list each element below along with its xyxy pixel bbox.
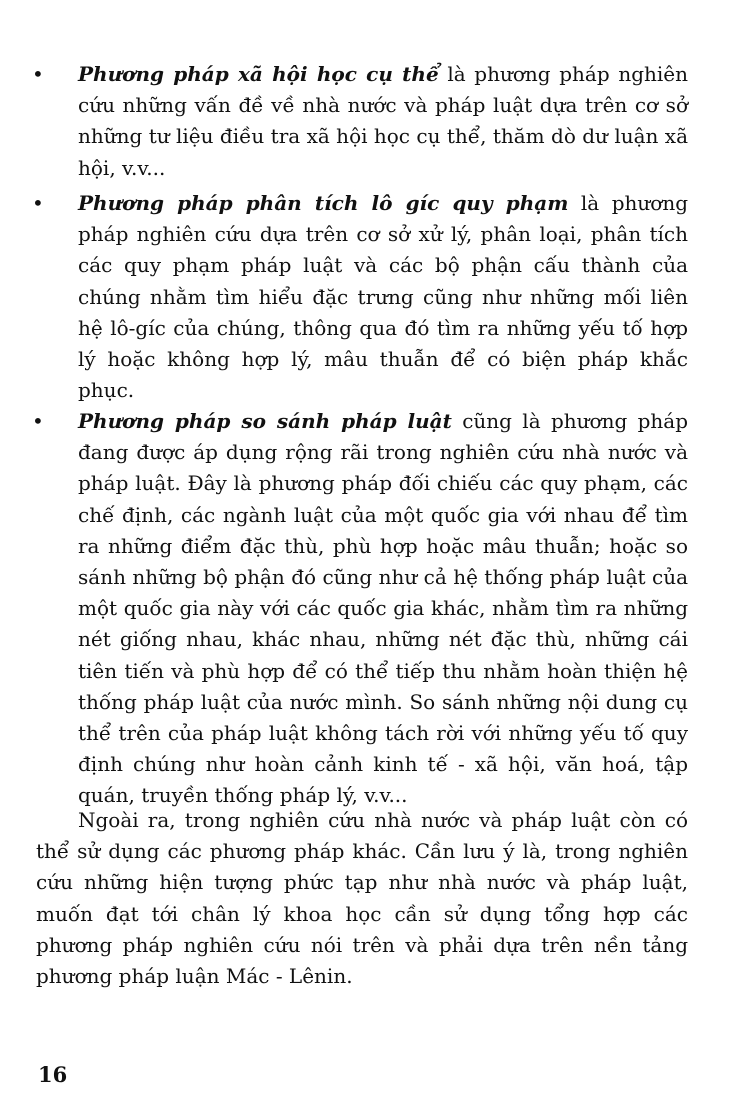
bullet-dot-icon: • [32,191,44,215]
page-number: 16 [38,1062,68,1087]
bullet-item-sociological-method [32,59,688,184]
bullet-dot-icon: • [32,409,44,433]
bullet-text: là phương pháp nghiên cứu những vấn đề về nhà nước và pháp luật dựa trên cơ sở những tư liệu điều tra xã hội học cụ thể, thăm dò dư luận xã hội, v.v... [78,62,688,180]
bullet-item-logic-norm-analysis-method [32,188,688,406]
closing-paragraph: Ngoài ra, trong nghiên cứu nhà nước và pháp luật còn có thể sử dụng các phương pháp khác. Cần lưu ý là, trong nghiên cứu những hiện tượng phức tạp như nhà nước và pháp luật, muốn đạt tới chân lý khoa học cần sử dụng tổng hợp các phương pháp nghiên cứu nói trên và phải dựa trên nền tảng phương pháp luận Mác - Lênin. [36,808,688,989]
bullet-term: Phương pháp xã hội học cụ thể [78,62,439,86]
bullet-term: Phương pháp so sánh pháp luật [78,409,452,433]
bullet-text: cũng là phương pháp đang được áp dụng rộng rãi trong nghiên cứu nhà nước và pháp luật. Đây là phương pháp đối chiếu các quy phạm, các chế định, các ngành luật của một quốc gia với nhau để tìm ra những điểm đặc thù, phù hợp hoặc mâu thuẫn; hoặc so sánh những bộ phận đó cũng như cả hệ thống pháp luật của một quốc gia này với các quốc gia khác, nhằm tìm ra những nét giống nhau, khác nhau, những nét đặc thù, những cái tiên tiến và phù hợp để có thể tiếp thu nhằm hoàn thiện hệ thống pháp luật của nước mình. So sánh những nội dung cụ thể trên của pháp luật không tách rời với những yếu tố quy định chúng như hoàn cảnh kinh tế - xã hội, văn hoá, tập quán, truyền thống pháp lý, v.v... [78,409,688,808]
bullet-text: là phương pháp nghiên cứu dựa trên cơ sở xử lý, phân loại, phân tích các quy phạm pháp luật và các bộ phận cấu thành của chúng nhằm tìm hiểu đặc trưng cũng như những mối liên hệ lô-gíc của chúng, thông qua đó tìm ra những yếu tố hợp lý hoặc không hợp lý, mâu thuẫn để có biện pháp khắc phục. [78,191,688,403]
bullet-dot-icon: • [32,62,44,86]
bullet-item-comparative-law-method [32,406,688,812]
bullet-term: Phương pháp phân tích lô gíc quy phạm [78,191,569,215]
